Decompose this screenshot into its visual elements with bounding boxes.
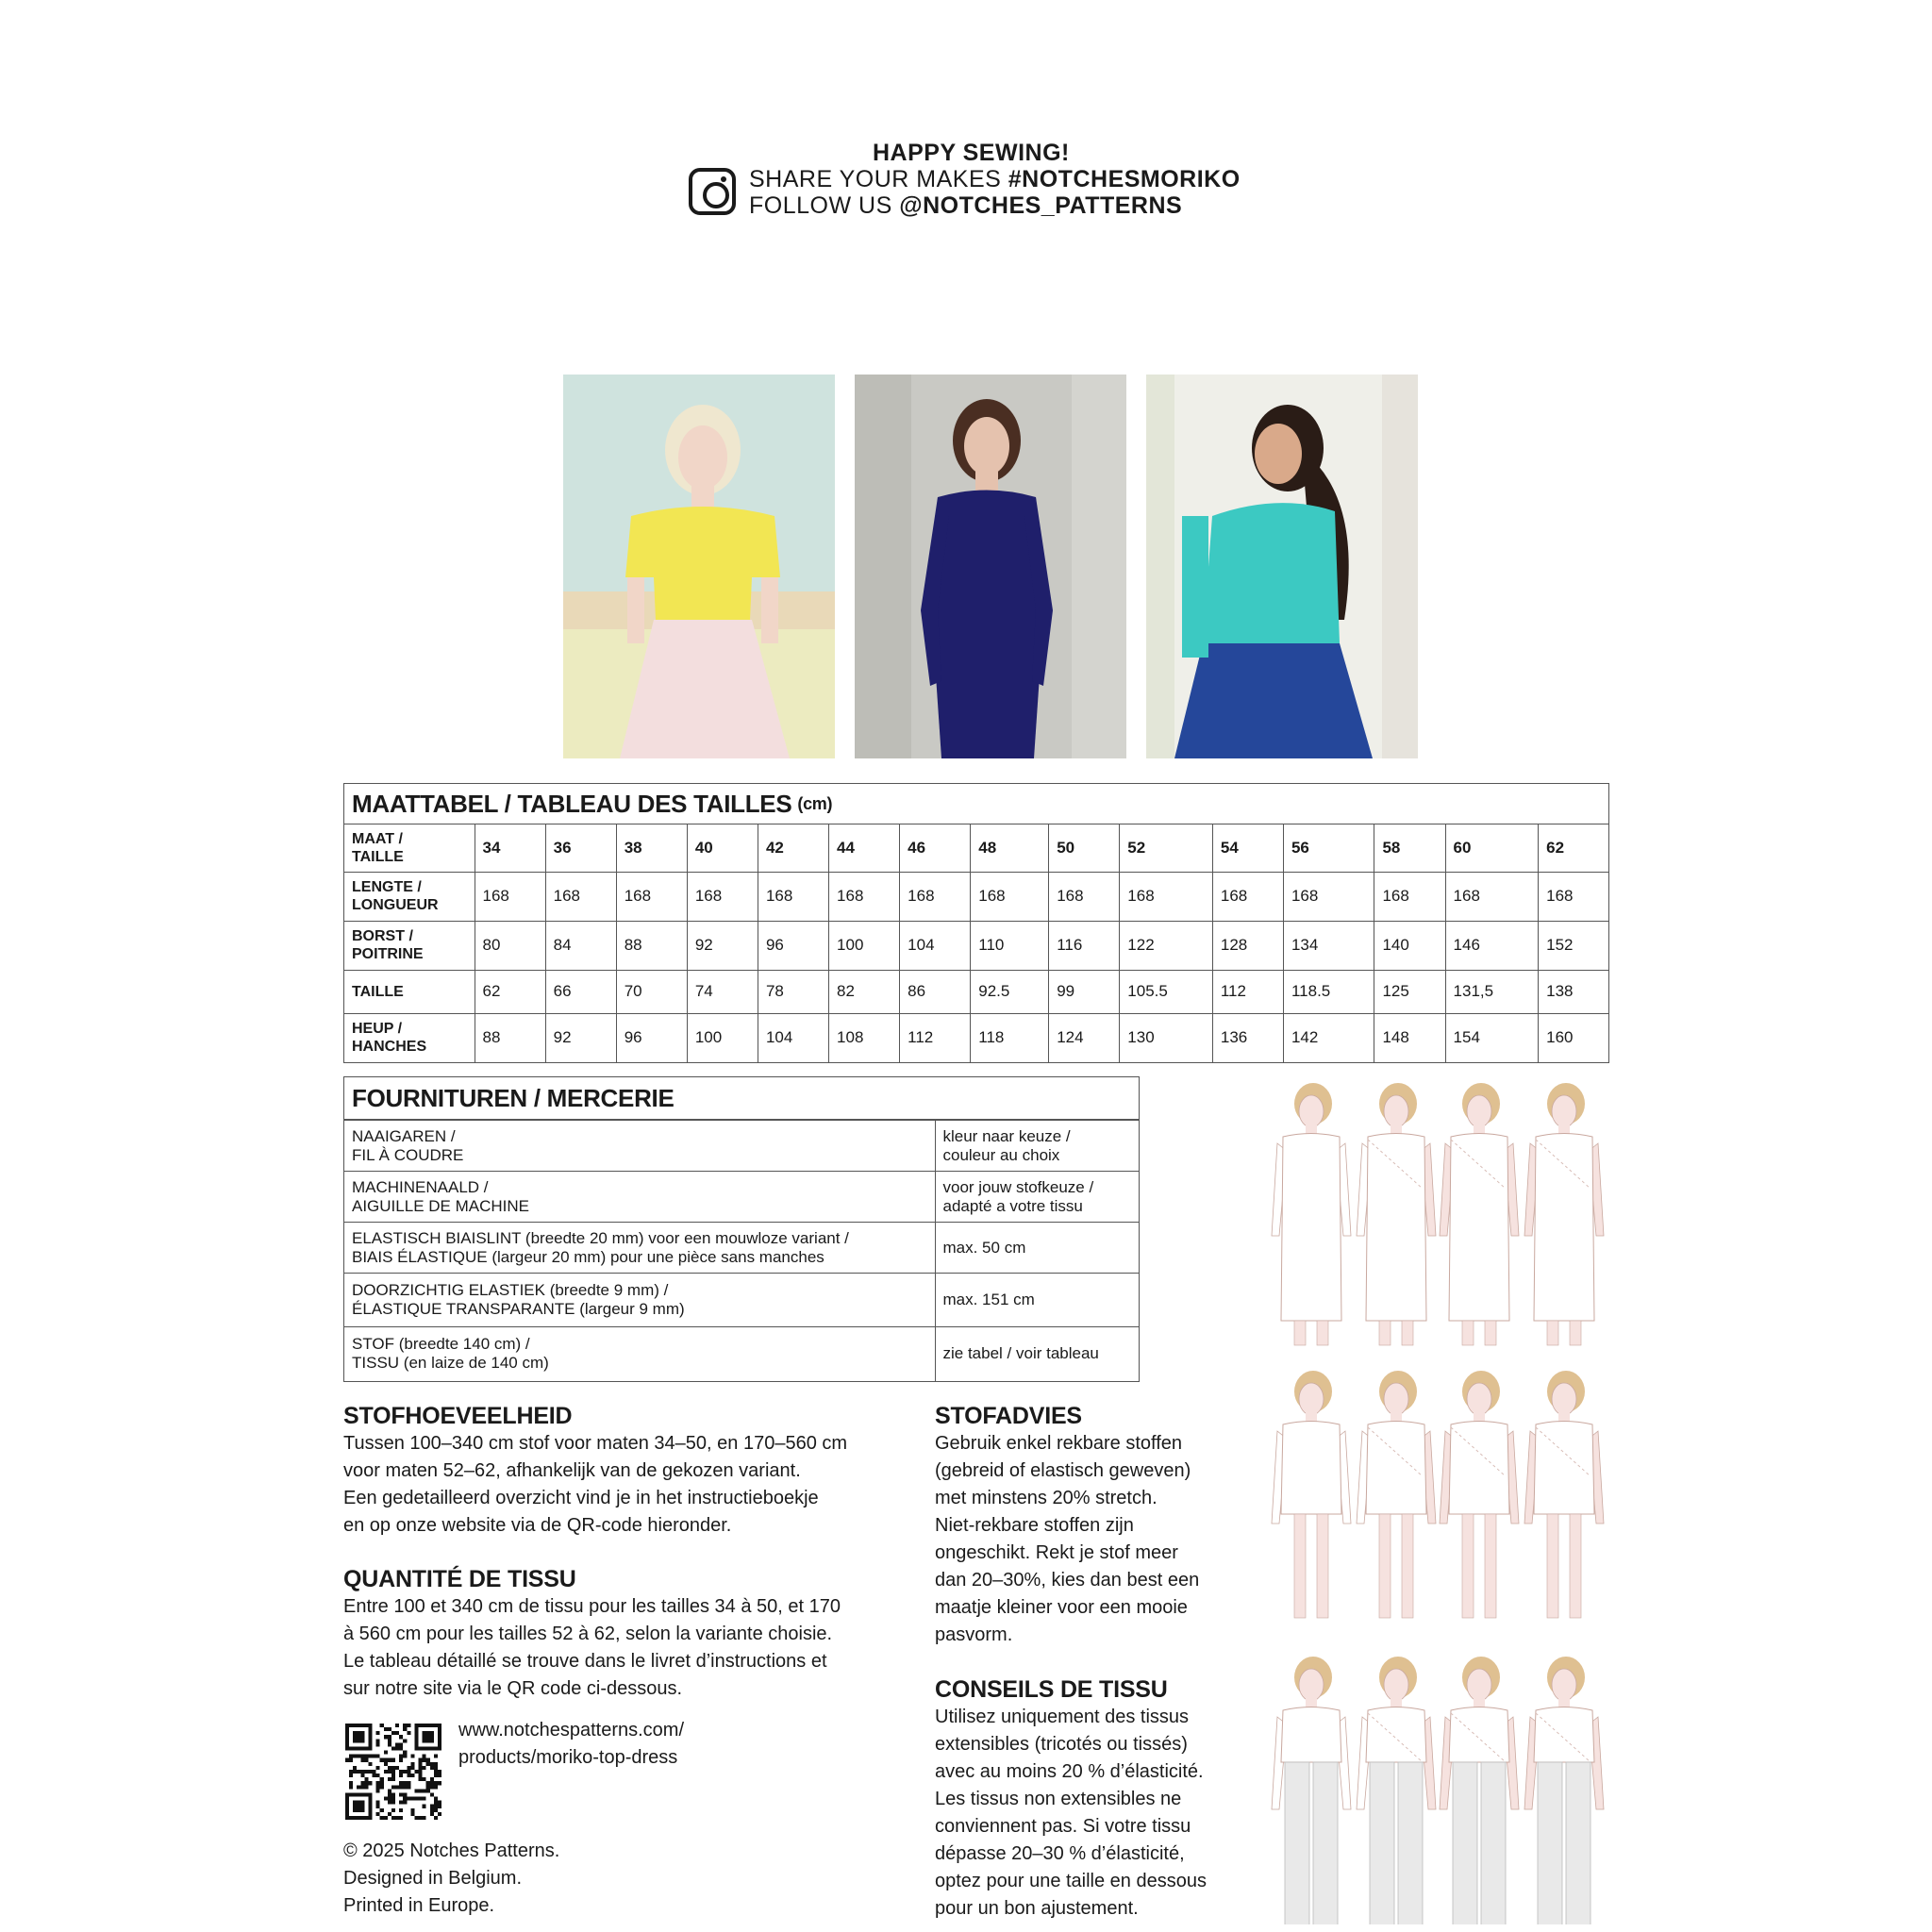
size-value-cell: 122 (1120, 921, 1213, 970)
size-value-cell: 168 (971, 872, 1049, 921)
size-header-cell: 56 (1283, 824, 1374, 872)
hashtag: #NOTCHESMORIKO (1008, 166, 1241, 192)
text-line: sur notre site via le QR code ci-dessous. (343, 1678, 683, 1699)
size-header-cell: 62 (1546, 838, 1565, 857)
size-value-cell: 104 (758, 1013, 828, 1062)
text-line: maatje kleiner voor een mooie (935, 1597, 1188, 1618)
size-row (344, 1013, 1608, 1062)
size-table-title-text: MAATTABEL / TABLEAU DES TAILLES (352, 789, 792, 818)
size-value-cell: 160 (1539, 1013, 1608, 1062)
size-header-cell: 42 (758, 824, 828, 872)
size-value-cell: 92 (687, 921, 758, 970)
size-row-label: LENGTE / LONGUEUR (344, 872, 475, 921)
size-header-label: MAAT / TAILLE (344, 824, 475, 872)
size-table (343, 783, 1609, 1063)
happy-sewing-heading: HAPPY SEWING! (873, 140, 1070, 166)
figure-sketch (1357, 1657, 1436, 1924)
size-value-cell: 168 (829, 872, 900, 921)
stofhoeveelheid-title: STOFHOEVEELHEID (343, 1403, 573, 1429)
size-value-cell: 168 (687, 872, 758, 921)
size-value-cell: 92 (545, 1013, 616, 1062)
size-value-cell: 104 (900, 921, 971, 970)
size-value-cell: 105.5 (1120, 970, 1213, 1013)
text-line: Een gedetailleerd overzicht vind je in het instructieboekje (343, 1488, 819, 1508)
quantite-text (343, 1593, 909, 1703)
size-header-cell: 34 (475, 824, 545, 872)
size-value-cell: 168 (1445, 872, 1539, 921)
size-value-cell: 168 (900, 872, 971, 921)
size-value-cell: 134 (1283, 921, 1374, 970)
size-value-cell: 130 (1120, 1013, 1213, 1062)
size-value-cell: 168 (1283, 872, 1374, 921)
share-prefix: SHARE YOUR MAKES (749, 166, 1008, 192)
figure-sketch (1272, 1083, 1351, 1345)
size-value-cell: 168 (616, 872, 687, 921)
size-value-cell: 88 (475, 1013, 545, 1062)
size-value-cell: 116 (1049, 921, 1120, 970)
supplies-grid (344, 1120, 1139, 1381)
size-row-label: BORST / POITRINE (344, 921, 475, 970)
supply-quantity: kleur naar keuze / couleur au choix (935, 1121, 1139, 1172)
qr-code[interactable] (345, 1724, 441, 1820)
supply-row (344, 1121, 1139, 1172)
text-line: voor maten 52–62, afhankelijk van de gekozen variant. (343, 1460, 801, 1481)
text-line: dépasse 20–30 % d’élasticité, (935, 1843, 1185, 1864)
text-line: Le tableau détaillé se trouve dans le livret d’instructions et (343, 1651, 827, 1672)
text-line: ongeschikt. Rekt je stof meer (935, 1542, 1178, 1563)
supplies-title: FOURNITUREN / MERCERIE (344, 1077, 1139, 1120)
figure-sketch (1272, 1657, 1351, 1924)
product-url[interactable] (458, 1717, 684, 1772)
size-value-cell: 154 (1445, 1013, 1539, 1062)
size-value-cell: 118.5 (1283, 970, 1374, 1013)
size-value-cell: 96 (616, 1013, 687, 1062)
size-value-cell: 80 (475, 921, 545, 970)
size-header-cell: 52 (1120, 824, 1213, 872)
size-value-cell: 168 (475, 872, 545, 921)
supply-quantity: zie tabel / voir tableau (935, 1327, 1139, 1381)
size-header-cell: 40 (687, 824, 758, 872)
size-value-cell: 168 (758, 872, 828, 921)
size-header-cell: 48 (971, 824, 1049, 872)
size-value-cell: 136 (1212, 1013, 1283, 1062)
size-value-cell: 152 (1539, 921, 1608, 970)
text-line: Designed in Belgium. (343, 1868, 522, 1889)
stofadvies-section (935, 1402, 1256, 1649)
text-line: Niet-rekbare stoffen zijn (935, 1515, 1134, 1536)
figure-sketch (1272, 1371, 1351, 1618)
text-line: Gebruik enkel rekbare stoffen (935, 1433, 1183, 1454)
size-table-title (344, 784, 1608, 824)
text-line: pasvorm. (935, 1624, 1013, 1645)
size-value-cell: 112 (1212, 970, 1283, 1013)
size-value-cell: 70 (616, 970, 687, 1013)
supply-row (344, 1274, 1139, 1327)
size-value-cell: 96 (758, 921, 828, 970)
text-line: Printed in Europe. (343, 1895, 495, 1916)
text-line: avec au moins 20 % d’élasticité. (935, 1761, 1204, 1782)
supply-quantity: voor jouw stofkeuze / adapté a votre tissu (935, 1172, 1139, 1223)
size-value-cell: 168 (1049, 872, 1120, 921)
supplies-table (343, 1076, 1140, 1382)
text-line: en op onze website via de QR-code hieronder. (343, 1515, 732, 1536)
text-line: Les tissus non extensibles ne (935, 1789, 1182, 1809)
size-value-cell: 168 (1374, 872, 1445, 921)
size-value-cell: 108 (829, 1013, 900, 1062)
size-value-cell: 146 (1445, 921, 1539, 970)
size-value-cell: 110 (971, 921, 1049, 970)
technical-illustrations (1264, 1075, 1613, 1924)
instagram-icon (689, 168, 736, 215)
quantite-section (343, 1565, 909, 1703)
size-value-cell: 92.5 (971, 970, 1049, 1013)
size-header-cell: 50 (1049, 824, 1120, 872)
size-value-cell: 74 (687, 970, 758, 1013)
figure-sketch (1524, 1371, 1604, 1618)
text-line: www.notchespatterns.com/ (458, 1720, 684, 1740)
yellow-top-photo (563, 375, 835, 758)
turquoise-top-photo (1146, 375, 1418, 758)
figure-sketch (1524, 1083, 1604, 1345)
text-line: met minstens 20% stretch. (935, 1488, 1158, 1508)
figure-sketch (1357, 1371, 1436, 1618)
size-value-cell: 131,5 (1445, 970, 1539, 1013)
size-row (344, 970, 1608, 1013)
size-value-cell: 118 (971, 1013, 1049, 1062)
supply-row (344, 1223, 1139, 1274)
text-line: à 560 cm pour les tailles 52 à 62, selon la variante choisie. (343, 1624, 833, 1644)
size-header-cell: 36 (545, 824, 616, 872)
text-line: conviennent pas. Si votre tissu (935, 1816, 1191, 1837)
share-line (749, 166, 1241, 193)
supply-quantity: max. 151 cm (935, 1274, 1139, 1327)
size-value-cell: 142 (1283, 1013, 1374, 1062)
text-line: Entre 100 et 340 cm de tissu pour les tailles 34 à 50, et 170 (343, 1596, 841, 1617)
size-value-cell: 168 (545, 872, 616, 921)
size-value-cell: 100 (687, 1013, 758, 1062)
quantite-title: QUANTITÉ DE TISSU (343, 1566, 576, 1592)
text-line: Utilisez uniquement des tissus (935, 1707, 1190, 1727)
conseils-text (935, 1704, 1256, 1923)
text-line: dan 20–30%, kies dan best een (935, 1570, 1200, 1591)
size-value-cell: 168 (1212, 872, 1283, 921)
figure-sketch (1440, 1083, 1519, 1345)
figure-sketch (1440, 1371, 1519, 1618)
stofhoeveelheid-section (343, 1402, 909, 1540)
size-header-cell: 46 (900, 824, 971, 872)
size-grid (344, 824, 1608, 1062)
size-row (344, 872, 1608, 921)
supply-quantity: max. 50 cm (935, 1223, 1139, 1274)
conseils-title: CONSEILS DE TISSU (935, 1676, 1168, 1703)
text-line: Tussen 100–340 cm stof voor maten 34–50, en 170–560 cm (343, 1433, 848, 1454)
navy-dress-photo (855, 375, 1126, 758)
supply-item: STOF (breedte 140 cm) / TISSU (en laize de 140 cm) (344, 1327, 935, 1381)
stofhoeveelheid-text (343, 1430, 909, 1540)
size-value-cell: 84 (545, 921, 616, 970)
text-line: (gebreid of elastisch geweven) (935, 1460, 1191, 1481)
supply-item: DOORZICHTIG ELASTIEK (breedte 9 mm) / ÉLASTIQUE TRANSPARANTE (largeur 9 mm) (344, 1274, 935, 1327)
size-row-label: HEUP / HANCHES (344, 1013, 475, 1062)
text-line: optez pour une taille en dessous (935, 1871, 1207, 1891)
supply-item: MACHINENAALD / AIGUILLE DE MACHINE (344, 1172, 935, 1223)
size-value-cell: 78 (758, 970, 828, 1013)
follow-prefix: FOLLOW US (749, 192, 900, 219)
size-header-cell: 44 (829, 824, 900, 872)
size-value-cell: 100 (829, 921, 900, 970)
size-value-cell: 148 (1374, 1013, 1445, 1062)
text-line: pour un bon ajustement. (935, 1898, 1139, 1919)
text-line: products/moriko-top-dress (458, 1747, 678, 1768)
size-value-cell: 168 (1539, 872, 1608, 921)
size-value-cell: 66 (545, 970, 616, 1013)
size-row (344, 921, 1608, 970)
supply-item: ELASTISCH BIAISLINT (breedte 20 mm) voor een mouwloze variant / BIAIS ÉLASTIQUE (largeur 20 mm) pour une pièce sans manches (344, 1223, 935, 1274)
size-header-cell: 60 (1445, 824, 1539, 872)
size-header-cell: 54 (1212, 824, 1283, 872)
size-value-cell: 112 (900, 1013, 971, 1062)
size-value-cell: 140 (1374, 921, 1445, 970)
size-value-cell: 138 (1539, 970, 1608, 1013)
supply-item: NAAIGAREN / FIL À COUDRE (344, 1121, 935, 1172)
size-value-cell: 99 (1049, 970, 1120, 1013)
size-value-cell: 88 (616, 921, 687, 970)
supply-row (344, 1327, 1139, 1381)
size-value-cell: 128 (1212, 921, 1283, 970)
size-value-cell: 125 (1374, 970, 1445, 1013)
text-line: © 2025 Notches Patterns. (343, 1840, 560, 1861)
size-header-row (344, 824, 1608, 872)
stofadvies-title: STOFADVIES (935, 1403, 1082, 1429)
size-value-cell: 82 (829, 970, 900, 1013)
text-line: extensibles (tricotés ou tissés) (935, 1734, 1188, 1755)
size-table-unit: (cm) (797, 793, 833, 813)
size-header-cell: 58 (1374, 824, 1445, 872)
size-value-cell: 124 (1049, 1013, 1120, 1062)
stofadvies-text (935, 1430, 1256, 1649)
supply-row (344, 1172, 1139, 1223)
instagram-handle: @NOTCHES_PATTERNS (899, 192, 1183, 219)
copyright (343, 1838, 559, 1920)
size-value-cell: 62 (475, 970, 545, 1013)
figure-sketch (1357, 1083, 1436, 1345)
size-value-cell: 86 (900, 970, 971, 1013)
size-row-label: TAILLE (344, 970, 475, 1013)
conseils-section (935, 1675, 1256, 1923)
size-header-cell: 38 (616, 824, 687, 872)
follow-line (749, 192, 1182, 220)
figure-sketch (1524, 1657, 1604, 1924)
figure-sketch (1440, 1657, 1519, 1924)
size-value-cell: 168 (1120, 872, 1213, 921)
